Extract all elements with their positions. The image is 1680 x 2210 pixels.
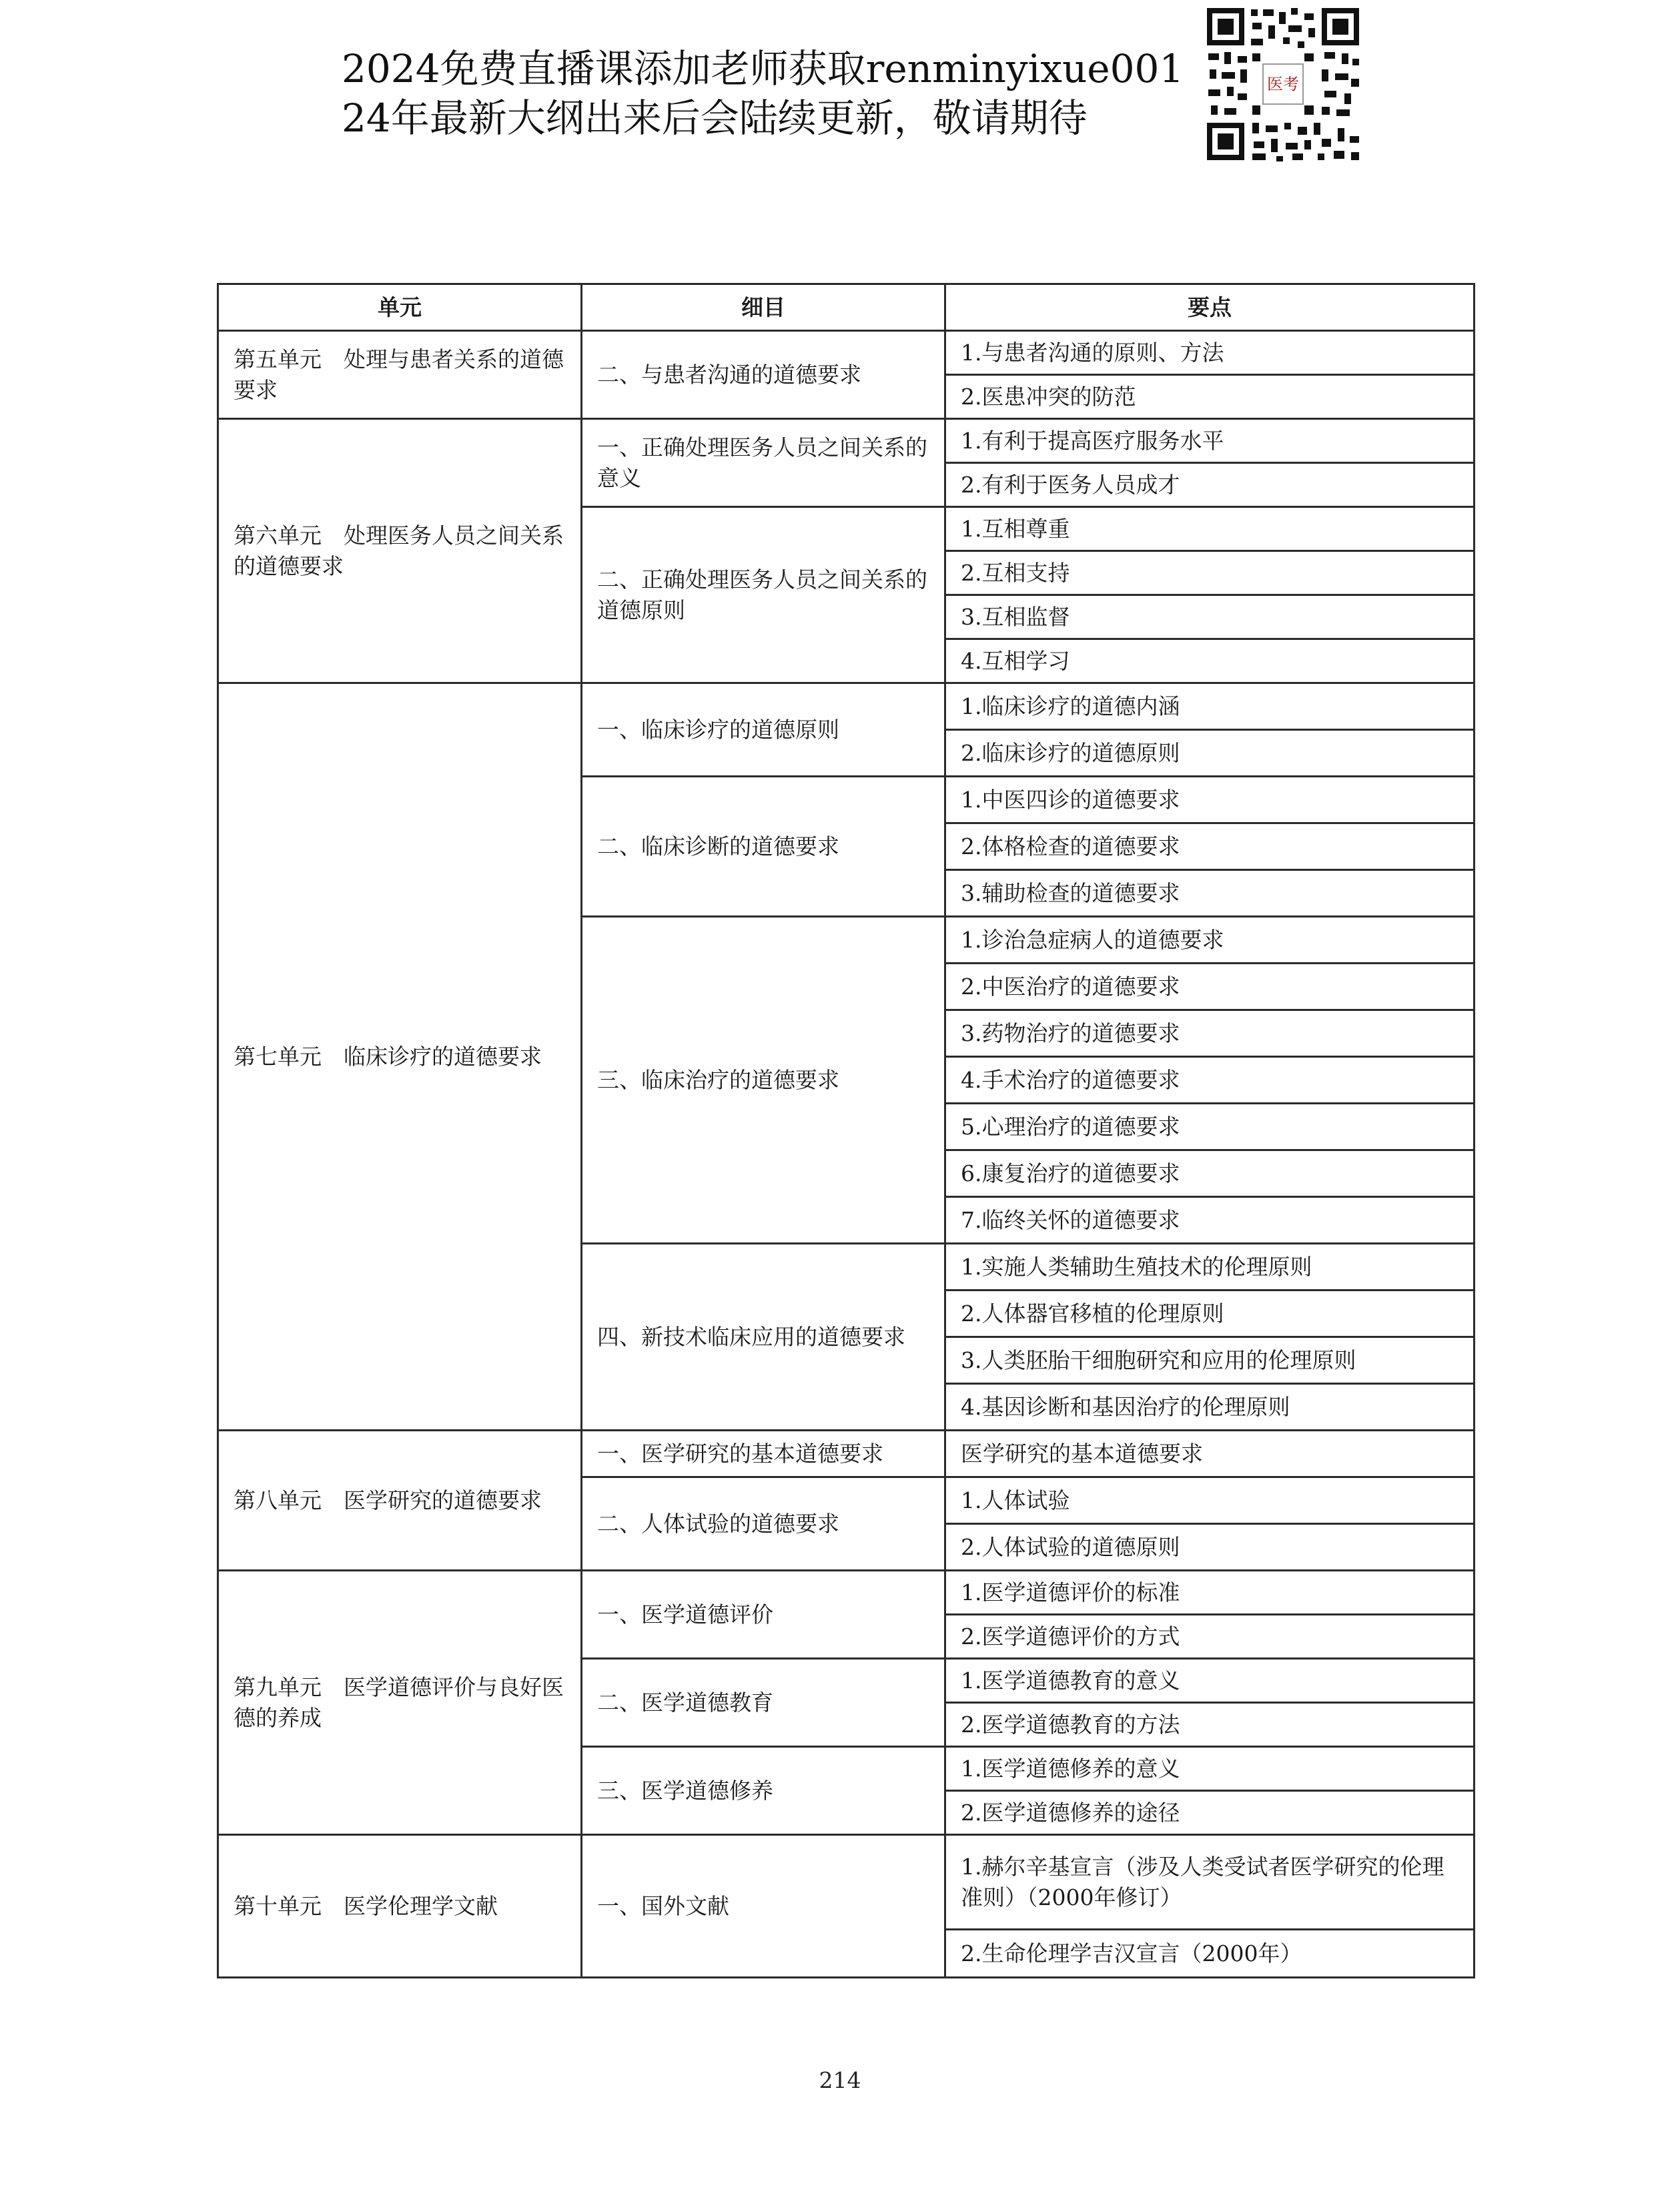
promo-header xyxy=(342,44,1209,143)
detail-cell: 四、新技术临床应用的道德要求 xyxy=(582,1244,945,1431)
point-cell: 1.医学道德教育的意义 xyxy=(945,1659,1475,1703)
point-cell: 2.医学道德评价的方式 xyxy=(945,1615,1475,1659)
table-row xyxy=(218,683,1475,730)
unit-cell: 第十单元 医学伦理学文献 xyxy=(218,1835,582,1978)
point-cell: 2.医学道德教育的方法 xyxy=(945,1703,1475,1747)
point-cell: 3.药物治疗的道德要求 xyxy=(945,1010,1475,1057)
unit-cell: 第八单元 医学研究的道德要求 xyxy=(218,1431,582,1571)
point-cell: 1.医学道德评价的标准 xyxy=(945,1571,1475,1615)
detail-cell: 一、医学道德评价 xyxy=(582,1571,945,1659)
point-cell: 2.生命伦理学吉汉宣言（2000年） xyxy=(945,1930,1475,1978)
table-row xyxy=(218,1431,1475,1477)
point-cell: 3.互相监督 xyxy=(945,595,1475,639)
detail-cell: 二、正确处理医务人员之间关系的道德原则 xyxy=(582,507,945,683)
point-cell: 1.医学道德修养的意义 xyxy=(945,1747,1475,1791)
point-cell: 1.中医四诊的道德要求 xyxy=(945,777,1475,823)
header-unit: 单元 xyxy=(218,284,582,331)
point-cell: 3.人类胚胎干细胞研究和应用的伦理原则 xyxy=(945,1337,1475,1384)
point-cell: 1.临床诊疗的道德内涵 xyxy=(945,683,1475,730)
qr-code-icon[interactable] xyxy=(1204,5,1362,163)
point-cell: 2.有利于医务人员成才 xyxy=(945,463,1475,507)
point-cell: 1.与患者沟通的原则、方法 xyxy=(945,331,1475,375)
header-detail: 细目 xyxy=(582,284,945,331)
point-cell: 医学研究的基本道德要求 xyxy=(945,1431,1475,1477)
detail-cell: 一、临床诊疗的道德原则 xyxy=(582,683,945,777)
unit-cell: 第九单元 医学道德评价与良好医德的养成 xyxy=(218,1571,582,1835)
promo-line-1: 2024免费直播课添加老师获取renminyixue001 xyxy=(342,46,1184,91)
point-cell: 7.临终关怀的道德要求 xyxy=(945,1197,1475,1244)
point-cell: 1.诊治急症病人的道德要求 xyxy=(945,917,1475,964)
point-cell: 2.体格检查的道德要求 xyxy=(945,823,1475,870)
point-cell: 4.互相学习 xyxy=(945,639,1475,683)
detail-cell: 一、正确处理医务人员之间关系的意义 xyxy=(582,419,945,507)
point-cell: 1.人体试验 xyxy=(945,1477,1475,1524)
detail-cell: 三、临床治疗的道德要求 xyxy=(582,917,945,1244)
table-row xyxy=(218,419,1475,463)
promo-line-2: 24年最新大纲出来后会陆续更新，敬请期待 xyxy=(342,95,1088,141)
detail-cell: 一、国外文献 xyxy=(582,1835,945,1978)
point-cell: 2.医患冲突的防范 xyxy=(945,375,1475,419)
point-cell: 4.基因诊断和基因治疗的伦理原则 xyxy=(945,1384,1475,1431)
table-row xyxy=(218,331,1475,375)
detail-cell: 三、医学道德修养 xyxy=(582,1747,945,1835)
table-header-row xyxy=(218,284,1475,331)
point-cell: 1.互相尊重 xyxy=(945,507,1475,551)
detail-cell: 二、与患者沟通的道德要求 xyxy=(582,331,945,419)
point-cell: 4.手术治疗的道德要求 xyxy=(945,1057,1475,1104)
point-cell: 2.互相支持 xyxy=(945,551,1475,595)
qr-logo-text: 医考 xyxy=(1267,75,1299,93)
detail-cell: 一、医学研究的基本道德要求 xyxy=(582,1431,945,1477)
unit-cell: 第五单元 处理与患者关系的道德要求 xyxy=(218,331,582,419)
header-point: 要点 xyxy=(945,284,1475,331)
point-cell: 5.心理治疗的道德要求 xyxy=(945,1104,1475,1150)
point-cell: 2.人体试验的道德原则 xyxy=(945,1524,1475,1571)
point-cell: 2.临床诊疗的道德原则 xyxy=(945,730,1475,777)
point-cell: 2.医学道德修养的途径 xyxy=(945,1791,1475,1835)
syllabus-table xyxy=(217,283,1475,1978)
point-cell: 3.辅助检查的道德要求 xyxy=(945,870,1475,917)
page-number: 214 xyxy=(819,2067,861,2093)
detail-cell: 二、医学道德教育 xyxy=(582,1659,945,1747)
table-row xyxy=(218,1571,1475,1615)
point-cell: 2.人体器官移植的伦理原则 xyxy=(945,1291,1475,1337)
table-row xyxy=(218,1835,1475,1930)
point-cell: 1.实施人类辅助生殖技术的伦理原则 xyxy=(945,1244,1475,1291)
point-cell: 1.赫尔辛基宣言（涉及人类受试者医学研究的伦理准则）（2000年修订） xyxy=(945,1835,1475,1930)
point-cell: 6.康复治疗的道德要求 xyxy=(945,1150,1475,1197)
point-cell: 1.有利于提高医疗服务水平 xyxy=(945,419,1475,463)
detail-cell: 二、人体试验的道德要求 xyxy=(582,1477,945,1571)
unit-cell: 第七单元 临床诊疗的道德要求 xyxy=(218,683,582,1431)
unit-cell: 第六单元 处理医务人员之间关系的道德要求 xyxy=(218,419,582,683)
detail-cell: 二、临床诊断的道德要求 xyxy=(582,777,945,917)
point-cell: 2.中医治疗的道德要求 xyxy=(945,964,1475,1010)
